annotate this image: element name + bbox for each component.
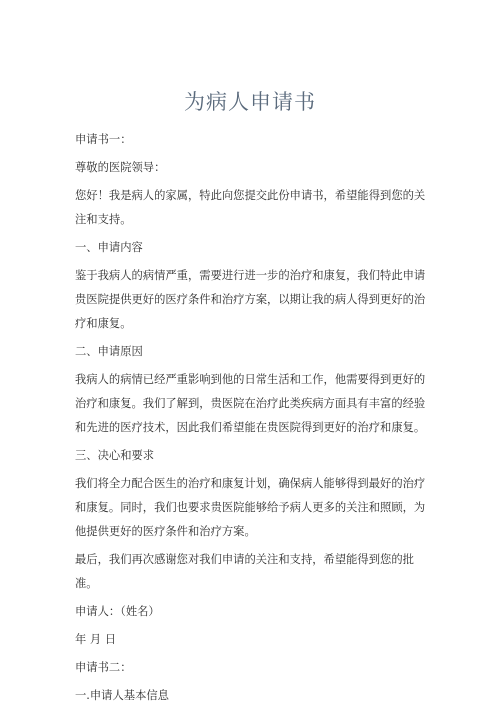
paragraph-applicant: 申请人：（姓名）	[75, 605, 160, 618]
paragraph-date: 年 月 日	[75, 633, 117, 646]
paragraph-commitment: 我们将全力配合医生的治疗和康复计划，确保病人能够得到最好的治疗和康复。同时，我们也要求贵医院能够给予病人更多的关注和照顾，为他提供更好的医疗条件和治疗方案。	[75, 477, 426, 538]
paragraph-application-one-heading: 申请书一：	[75, 133, 132, 146]
paragraph-closing: 最后，我们再次感谢您对我们申请的关注和支持，希望能得到您的批准。	[75, 553, 414, 590]
document-body	[75, 128, 433, 708]
paragraph-greeting: 您好！我是病人的家属，特此向您提交此份申请书，希望能得到您的关注和支持。	[75, 189, 426, 226]
paragraph-salutation: 尊敬的医院领导：	[75, 161, 166, 174]
section-heading-reason: 二、申请原因	[75, 345, 143, 358]
document-title: 为病人申请书	[184, 90, 316, 114]
section-heading-content: 一、申请内容	[75, 241, 143, 254]
section-heading-commitment: 三、决心和要求	[75, 449, 155, 462]
paragraph-content: 鉴于我病人的病情严重，需要进行进一步的治疗和康复，我们特此申请贵医院提供更好的医疗条件和治疗方案，以期让我的病人得到更好的治疗和康复。	[75, 269, 426, 330]
paragraph-application-two-heading: 申请书二：	[75, 661, 132, 674]
paragraph-reason: 我病人的病情已经严重影响到他的日常生活和工作，他需要得到更好的治疗和康复。我们了解到，贵医院在治疗此类疾病方面具有丰富的经验和先进的医疗技术，因此我们希望能在贵医院得到更好的治疗和康复。	[75, 373, 426, 434]
section-heading-applicant-info: 一.申请人基本信息	[75, 689, 169, 702]
